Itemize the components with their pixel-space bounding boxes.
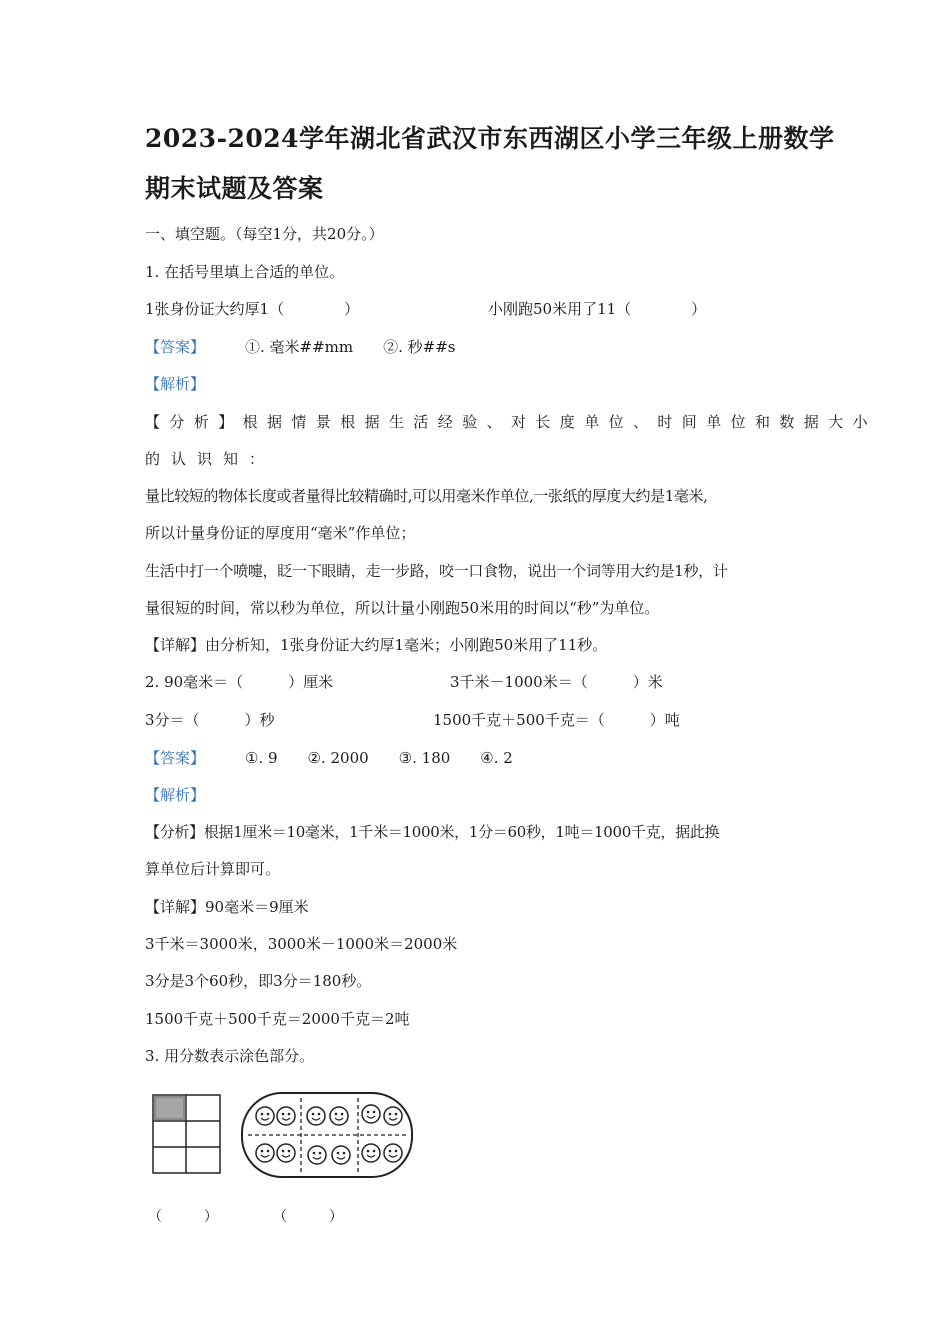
q2-row1-a: 2. 90毫米＝（ ）厘米	[145, 673, 334, 691]
q3-blank-a: （ ）	[148, 1209, 218, 1225]
q1-detail: 【详解】由分析知，1张身份证大约厚1毫米；小刚跑50米用了11秒。	[145, 636, 608, 654]
q1-para2-line1: 生活中打一个喷嚏，眨一下眼睛，走一步路，咬一口食物，说出一个词等用大约是1秒，计	[145, 562, 728, 580]
q1-para1-line1: 量比较短的物体长度或者量得比较精确时,可以用毫米作单位,一张纸的厚度大约是1毫米,	[145, 487, 708, 505]
q2-fenxi-line2: 算单位后计算即可。	[145, 860, 281, 878]
doc-title-line2: 期末试题及答案	[145, 174, 324, 203]
q1-stem: 1. 在括号里填上合适的单位。	[145, 263, 345, 281]
q3-blank-b: （ ）	[273, 1209, 343, 1225]
q3-stem: 3. 用分数表示涂色部分。	[145, 1047, 315, 1065]
q2-detail-3: 3分是3个60秒，即3分＝180秒。	[145, 972, 372, 990]
q2-row2-b: 1500千克＋500千克＝（ ）吨	[433, 711, 680, 729]
smiley-faces-figure	[238, 1090, 418, 1180]
q1-answer: ①. 毫米##mm ②. 秒##s	[245, 338, 456, 356]
q1-blank-b: 小刚跑50米用了11（ ）	[488, 300, 707, 318]
q1-analysis-tag: 【解析】	[145, 375, 206, 393]
q1-para1-line2: 所以计量身份证的厚度用“毫米”作单位；	[145, 524, 416, 542]
q2-detail-2: 3千米＝3000米，3000米－1000米＝2000米	[145, 935, 458, 953]
q1-para2-line2: 量很短的时间，常以秒为单位，所以计量小刚跑50米用的时间以“秒”为单位。	[145, 599, 660, 617]
q2-detail-1: 【详解】90毫米＝9厘米	[145, 898, 309, 916]
q2-analysis-tag: 【解析】	[145, 786, 206, 804]
section-heading: 一、填空题。（每空1分，共20分。）	[145, 225, 384, 243]
doc-title-line1: 2023-2024学年湖北省武汉市东西湖区小学三年级上册数学	[145, 124, 835, 153]
q1-fenxi-line1: 【分析】根据情景根据生活经验、对长度单位、时间单位和数据大小	[145, 413, 878, 431]
q2-detail-4: 1500千克＋500千克＝2000千克＝2吨	[145, 1010, 410, 1028]
q2-answer-tag: 【答案】	[145, 749, 206, 767]
shaded-grid-figure	[150, 1094, 224, 1176]
q1-fenxi-line2: 的认识知：	[145, 450, 276, 468]
q2-fenxi-line1: 【分析】根据1厘米＝10毫米，1千米＝1000米，1分＝60秒，1吨＝1000千克，据此换	[145, 823, 720, 841]
q2-row1-b: 3千米－1000米＝（ ）米	[450, 673, 663, 691]
q1-answer-tag: 【答案】	[145, 338, 206, 356]
q2-row2-a: 3分＝（ ）秒	[145, 711, 275, 729]
q2-answer: ①. 9 ②. 2000 ③. 180 ④. 2	[245, 749, 513, 767]
q1-blank-a: 1张身份证大约厚1（ ）	[145, 300, 360, 318]
